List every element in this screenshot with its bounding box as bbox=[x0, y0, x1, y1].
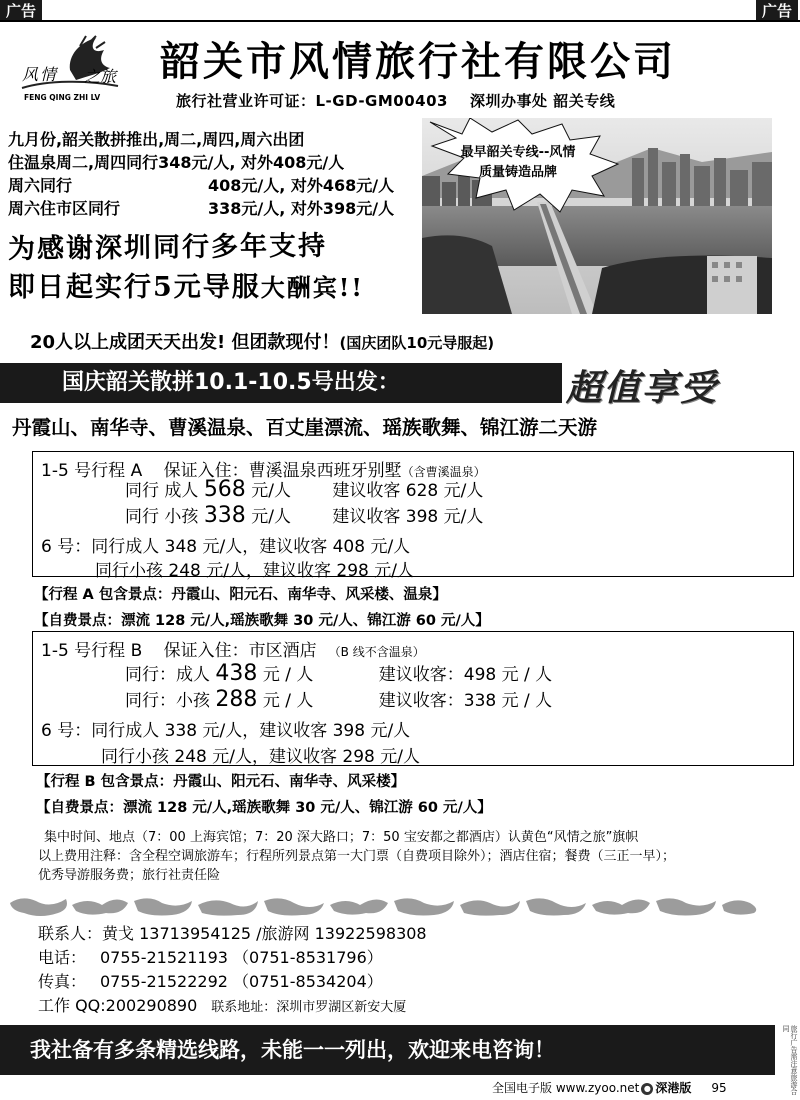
route-a-day6-adult: 6 号：同行成人 348 元/人，建议收客 408 元/人 bbox=[41, 537, 411, 557]
promo-line-3 bbox=[8, 174, 394, 197]
fee-notes-line-2: 优秀导游服务费；旅行社责任险 bbox=[38, 868, 221, 883]
edition-name: 深港版 bbox=[655, 1081, 692, 1095]
route-b-optional: 【自费景点：漂流 128 元/人,瑶族歌舞 30 元/人、锦江游 60 元/人】 bbox=[36, 800, 492, 816]
route-b-stay-note: （B 线不含温泉） bbox=[328, 645, 425, 659]
attraction-list: 丹霞山、南华寺、曹溪温泉、百丈崖漂流、瑶族歌舞、锦江游二天游 bbox=[12, 416, 598, 439]
september-promo bbox=[8, 128, 394, 220]
route-a-adult-row bbox=[125, 476, 483, 502]
national-day-banner: 国庆韶关散拼10.1-10.5号出发： bbox=[0, 363, 562, 403]
route-a-child-suggest: 建议收客 398 元/人 bbox=[332, 507, 484, 527]
burst-line-1: 最早韶关专线--风情 bbox=[460, 145, 576, 160]
edition-logo-icon: ● bbox=[641, 1083, 653, 1095]
route-b-title-row bbox=[41, 636, 425, 661]
office-address: 联系地址：深圳市罗湖区新安大厦 bbox=[211, 1000, 407, 1015]
company-name: 韶关市风情旅行社有限公司 bbox=[160, 38, 676, 85]
route-b-includes: 【行程 B 包含景点：丹霞山、阳元石、南华寺、风采楼】 bbox=[36, 774, 406, 790]
daily-departure bbox=[30, 328, 494, 354]
promo-line-3-price: 408元/人, 对外468元/人 bbox=[208, 176, 395, 195]
promo-line-4 bbox=[8, 197, 394, 220]
route-b-child-suggest: 建议收客：338 元 / 人 bbox=[378, 691, 553, 711]
route-a-adult-label: 同行 成人 bbox=[125, 481, 199, 501]
logo-word-1: 风 bbox=[22, 65, 39, 84]
promo-line-3-label: 周六同行 bbox=[8, 176, 73, 195]
route-b-day6-adult: 6 号：同行成人 338 元/人，建议收客 398 元/人 bbox=[41, 721, 411, 741]
route-a-stay: 保证入住：曹溪温泉西班牙别墅 bbox=[163, 461, 402, 481]
license-number: 旅行社营业许可证：L-GD-GM00403 bbox=[176, 92, 448, 110]
contact-phone-row bbox=[38, 946, 427, 970]
logo-pinyin: FENG QING ZHI LV bbox=[24, 93, 101, 102]
fax-number: 0755-21522292 （0751-8534204） bbox=[100, 972, 383, 991]
route-b-box bbox=[32, 631, 794, 766]
office-label: 深圳办事处 韶关专线 bbox=[469, 92, 616, 110]
route-a-optional: 【自费景点：漂流 128 元/人,瑶族歌舞 30 元/人、锦江游 60 元/人】 bbox=[34, 613, 490, 629]
thanks-headline bbox=[8, 228, 364, 308]
ad-tag-left: 广告 bbox=[0, 0, 44, 22]
route-a-child-label: 同行 小孩 bbox=[125, 507, 199, 527]
logo-word-3: 之旅 bbox=[84, 67, 117, 86]
promo-line-2: 住温泉周二,周四同行348元/人, 对外408元/人 bbox=[8, 153, 345, 172]
contact-qq-row bbox=[38, 994, 427, 1020]
daily-main: 20人以上成团天天出发! 但团款现付！ bbox=[30, 332, 340, 353]
edition-site[interactable]: 全国电子版 www.zyoo.net bbox=[492, 1081, 640, 1095]
qq-number: 工作 QQ:200290890 bbox=[38, 996, 198, 1015]
route-b-child-label: 同行：小孩 bbox=[125, 691, 210, 711]
route-a-adult-price: 568 bbox=[203, 477, 246, 502]
company-logo bbox=[18, 30, 123, 105]
decorative-divider bbox=[10, 895, 760, 919]
route-a-stay-note: （含曹溪温泉） bbox=[401, 465, 486, 479]
route-a-child-row bbox=[125, 502, 483, 528]
thanks-line-2b: 大酬宾!! bbox=[260, 273, 364, 302]
route-a-day6-child: 同行小孩 248 元/人，建议收客 298 元/人 bbox=[95, 561, 414, 581]
route-b-day6-child: 同行小孩 248 元/人，建议收客 298 元/人 bbox=[101, 747, 420, 767]
route-b-child-row bbox=[125, 686, 552, 712]
route-a-includes: 【行程 A 包含景点：丹霞山、阳元石、南华寺、风采楼、温泉】 bbox=[34, 587, 447, 603]
phone-number: 0755-21521193 （0751-8531796） bbox=[100, 948, 383, 967]
page-number: 95 bbox=[711, 1081, 727, 1095]
route-a-child-price: 338 bbox=[203, 503, 246, 528]
contact-fax-row bbox=[38, 970, 427, 994]
route-a-adult-suggest: 建议收客 628 元/人 bbox=[332, 481, 484, 501]
super-value-heading: 超值享受 bbox=[566, 367, 719, 409]
route-b-stay: 保证入住：市区酒店 bbox=[163, 641, 317, 661]
footer-slogan: 我社备有多条精选线路，未能一一列出，欢迎来电咨询！ bbox=[0, 1025, 775, 1075]
fee-notes-line-1: 以上费用注释：含全程空调旅游车；行程所列景点第一大门票（自费项目除外）；酒店住宿；餐费（三正一早）； bbox=[38, 849, 676, 864]
route-a-adult-unit: 元/人 bbox=[251, 481, 291, 501]
assembly-line-1: 集中时间、地点（7：00 上海宾馆；7：20 深大路口；7：50 宝安都之都酒店）认黄色“风情之旅”旗帜 bbox=[44, 830, 639, 845]
daily-paren: (国庆团队10元导服起) bbox=[339, 334, 495, 352]
route-a-child-unit: 元/人 bbox=[251, 507, 291, 527]
route-b-adult-suggest: 建议收客：498 元 / 人 bbox=[378, 665, 553, 685]
route-a-title: 1-5 号行程 A bbox=[41, 461, 143, 481]
route-b-child-unit: 元 / 人 bbox=[262, 691, 314, 711]
city-photo bbox=[422, 118, 772, 314]
logo-word-2: 情 bbox=[40, 65, 57, 84]
thanks-line-1: 为感谢深圳同行多年支持 bbox=[7, 230, 328, 265]
promo-line-4-price: 338元/人, 对外398元/人 bbox=[208, 199, 395, 218]
phone-label: 电话： bbox=[38, 948, 87, 967]
contact-block bbox=[38, 922, 427, 1020]
route-b-child-price: 288 bbox=[215, 687, 258, 712]
thanks-line-2 bbox=[8, 268, 364, 308]
route-b-adult-price: 438 bbox=[215, 661, 258, 686]
contact-person: 联系人：黄戈 13713954125 /旅游网 13922598308 bbox=[38, 924, 427, 943]
side-note: 旅行广告需注意旅游合同 bbox=[782, 1025, 798, 1095]
thanks-line-2a: 即日起实行5元导服 bbox=[8, 272, 261, 303]
assembly-notes bbox=[38, 828, 675, 885]
edition-line bbox=[492, 1079, 727, 1096]
burst-line-2: 质量铸造品牌 bbox=[478, 165, 558, 180]
promo-line-1: 九月份,韶关散拼推出,周二,周四,周六出团 bbox=[8, 130, 305, 149]
ad-tag-right: 广告 bbox=[756, 0, 800, 22]
license-line bbox=[176, 90, 615, 111]
fax-label: 传真： bbox=[38, 972, 87, 991]
promo-line-4-label: 周六住市区同行 bbox=[8, 199, 121, 218]
route-b-adult-label: 同行：成人 bbox=[125, 665, 210, 685]
route-b-adult-row bbox=[125, 660, 552, 686]
route-b-title: 1-5 号行程 B bbox=[41, 641, 143, 661]
route-a-box bbox=[32, 451, 794, 581]
route-b-adult-unit: 元 / 人 bbox=[262, 665, 314, 685]
top-divider bbox=[0, 20, 800, 22]
